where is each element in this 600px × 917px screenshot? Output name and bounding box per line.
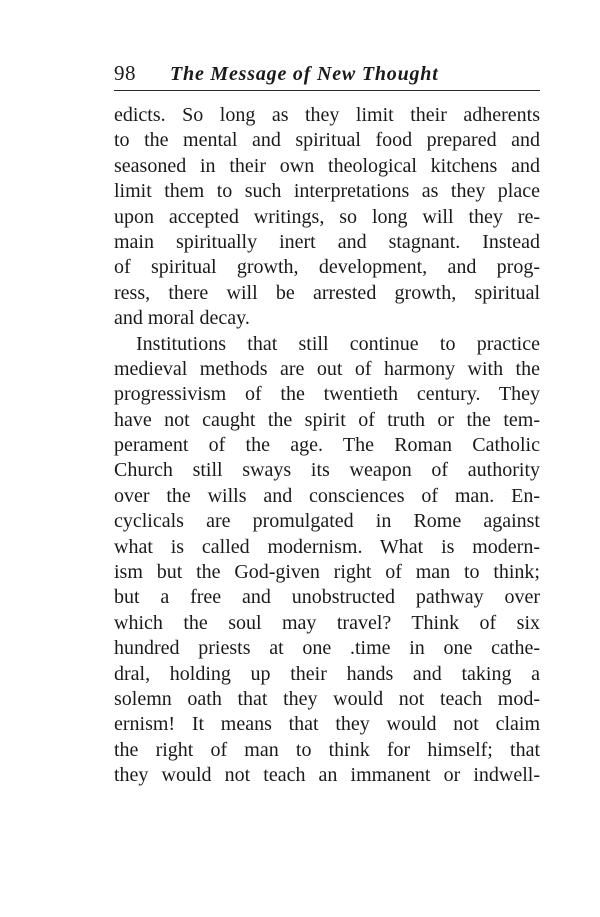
text-line: upon accepted writings, so long will they re- [114,205,540,228]
book-page [114,58,540,789]
body-text [114,103,540,789]
page-number: 98 [114,61,136,85]
text-line: ress, there will be arrested growth, spiritual [114,281,540,304]
text-line: solemn oath that they would not teach mod- [114,687,540,710]
text-line: but a free and unobstructed pathway over [114,586,540,609]
text-line: which the soul may travel? Think of six [114,611,540,634]
text-line: Institutions that still continue to practice [136,332,540,355]
text-line: perament of the age. The Roman Catholic [114,434,540,457]
text-line: seasoned in their own theological kitchens and [114,154,540,177]
text-line: hundred priests at one .time in one cathe- [114,637,540,660]
text-line: have not caught the spirit of truth or the tem- [114,408,540,431]
paragraph [114,103,540,332]
text-line: of spiritual growth, development, and prog- [114,256,540,279]
text-line: and moral decay. [114,307,250,330]
text-line: Church still sways its weapon of authority [114,459,540,482]
text-line: main spiritually inert and stagnant. Instead [114,230,540,253]
running-title: The Message of New Thought [170,63,439,85]
text-line: ernism! It means that they would not claim [114,713,540,736]
text-line: progressivism of the twentieth century. They [114,383,540,406]
paragraph [114,332,540,789]
text-line: limit them to such interpretations as they place [114,180,540,203]
text-line: they would not teach an immanent or indwell- [114,764,540,787]
text-line: what is called modernism. What is modern- [114,535,540,558]
text-line: ism but the God-given right of man to think; [114,561,540,584]
text-line: dral, holding up their hands and taking a [114,662,540,685]
text-line: over the wills and consciences of man. En- [114,484,540,507]
running-head [114,58,540,88]
text-line: medieval methods are out of harmony with the [114,357,540,380]
text-line: the right of man to think for himself; that [114,738,540,761]
header-rule [114,90,540,91]
text-line: edicts. So long as they limit their adherents [114,104,540,126]
text-line: cyclicals are promulgated in Rome against [114,510,540,533]
text-line: to the mental and spiritual food prepared and [114,129,540,152]
